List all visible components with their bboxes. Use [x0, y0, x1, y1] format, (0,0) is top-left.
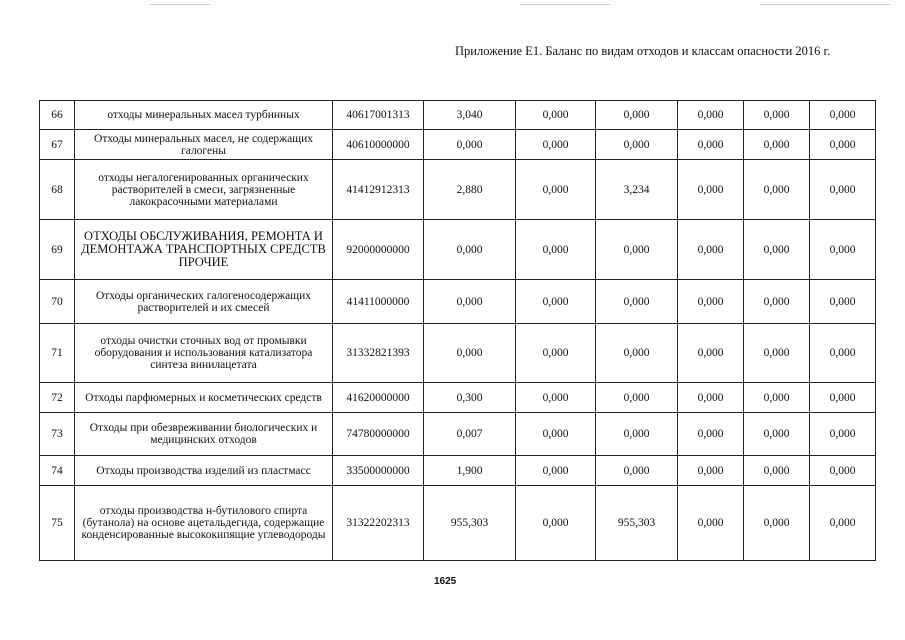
row-number: 75	[40, 486, 75, 561]
waste-name: Отходы при обезвреживании биологических и медицинских отходов	[75, 413, 333, 456]
row-number: 69	[40, 220, 75, 280]
value-cell: 0,000	[810, 413, 876, 456]
waste-code: 92000000000	[333, 220, 424, 280]
value-cell: 2,880	[424, 160, 516, 220]
value-cell: 0,000	[744, 280, 810, 324]
row-number: 66	[40, 101, 75, 130]
value-cell: 0,000	[744, 160, 810, 220]
value-cell: 0,000	[516, 280, 596, 324]
table-row	[40, 413, 876, 456]
value-cell: 0,000	[516, 130, 596, 160]
table-body	[40, 101, 876, 561]
value-cell: 0,000	[744, 486, 810, 561]
waste-code: 40617001313	[333, 101, 424, 130]
waste-code: 31332821393	[333, 324, 424, 383]
waste-name: ОТХОДЫ ОБСЛУЖИВАНИЯ, РЕМОНТА И ДЕМОНТАЖА ТРАНСПОРТНЫХ СРЕДСТВ ПРОЧИЕ	[75, 220, 333, 280]
value-cell: 0,000	[744, 101, 810, 130]
value-cell: 0,000	[596, 383, 678, 413]
value-cell: 0,000	[678, 280, 744, 324]
value-cell: 0,000	[424, 220, 516, 280]
waste-code: 31322202313	[333, 486, 424, 561]
value-cell: 0,000	[810, 130, 876, 160]
waste-name: отходы негалогенированных органических растворителей в смеси, загрязненные лакокрасочными материалами	[75, 160, 333, 220]
table-row	[40, 456, 876, 486]
scan-edge-artifact	[760, 4, 890, 5]
scan-edge-artifact	[520, 4, 610, 5]
value-cell: 0,000	[678, 220, 744, 280]
value-cell: 0,000	[596, 413, 678, 456]
value-cell: 3,234	[596, 160, 678, 220]
value-cell: 0,000	[516, 324, 596, 383]
value-cell: 0,000	[810, 486, 876, 561]
value-cell: 0,000	[678, 324, 744, 383]
value-cell: 0,000	[810, 220, 876, 280]
value-cell: 0,000	[596, 101, 678, 130]
value-cell: 0,000	[744, 383, 810, 413]
scan-edge-artifact	[150, 4, 210, 5]
waste-code: 41411000000	[333, 280, 424, 324]
value-cell: 0,000	[810, 101, 876, 130]
waste-code: 40610000000	[333, 130, 424, 160]
value-cell: 0,000	[596, 130, 678, 160]
value-cell: 0,000	[810, 160, 876, 220]
waste-code: 41412912313	[333, 160, 424, 220]
value-cell: 0,007	[424, 413, 516, 456]
row-number: 72	[40, 383, 75, 413]
value-cell: 0,000	[678, 160, 744, 220]
row-number: 71	[40, 324, 75, 383]
value-cell: 3,040	[424, 101, 516, 130]
value-cell: 0,000	[516, 456, 596, 486]
waste-name: отходы минеральных масел турбинных	[75, 101, 333, 130]
value-cell: 0,000	[424, 130, 516, 160]
row-number: 74	[40, 456, 75, 486]
page-title: Приложение Е1. Баланс по видам отходов и классам опасности 2016 г.	[455, 44, 831, 58]
value-cell: 0,000	[744, 130, 810, 160]
waste-name: Отходы органических галогеносодержащих растворителей и их смесей	[75, 280, 333, 324]
value-cell: 0,000	[678, 383, 744, 413]
value-cell: 0,000	[810, 456, 876, 486]
value-cell: 0,000	[596, 456, 678, 486]
table-row	[40, 220, 876, 280]
value-cell: 0,000	[810, 324, 876, 383]
value-cell: 0,000	[744, 456, 810, 486]
waste-name: отходы очистки сточных вод от промывки оборудования и использования катализатора синтеза винилацетата	[75, 324, 333, 383]
value-cell: 0,000	[678, 413, 744, 456]
value-cell: 0,000	[810, 280, 876, 324]
value-cell: 955,303	[424, 486, 516, 561]
waste-name: Отходы минеральных масел, не содержащих галогены	[75, 130, 333, 160]
value-cell: 0,000	[678, 486, 744, 561]
value-cell: 0,000	[596, 280, 678, 324]
value-cell: 0,000	[744, 220, 810, 280]
value-cell: 0,000	[678, 456, 744, 486]
value-cell: 0,000	[596, 220, 678, 280]
table-row	[40, 130, 876, 160]
table-row	[40, 101, 876, 130]
value-cell: 0,000	[424, 324, 516, 383]
waste-name: Отходы производства изделий из пластмасс	[75, 456, 333, 486]
table-row	[40, 324, 876, 383]
value-cell: 0,000	[810, 383, 876, 413]
waste-balance-table	[39, 100, 876, 561]
row-number: 68	[40, 160, 75, 220]
value-cell: 0,000	[516, 413, 596, 456]
row-number: 67	[40, 130, 75, 160]
value-cell: 0,300	[424, 383, 516, 413]
value-cell: 0,000	[516, 101, 596, 130]
row-number: 70	[40, 280, 75, 324]
value-cell: 0,000	[516, 160, 596, 220]
value-cell: 0,000	[516, 486, 596, 561]
value-cell: 0,000	[424, 280, 516, 324]
waste-name: отходы производства н-бутилового спирта (бутанола) на основе ацетальдегида, содержащие конденсированные высококипящие углеводороды	[75, 486, 333, 561]
value-cell: 0,000	[744, 413, 810, 456]
value-cell: 1,900	[424, 456, 516, 486]
value-cell: 0,000	[678, 130, 744, 160]
table-row	[40, 486, 876, 561]
waste-code: 74780000000	[333, 413, 424, 456]
table-row	[40, 160, 876, 220]
page-number: 1625	[434, 576, 457, 587]
value-cell: 0,000	[516, 220, 596, 280]
value-cell: 0,000	[596, 324, 678, 383]
value-cell: 0,000	[516, 383, 596, 413]
table-row	[40, 280, 876, 324]
waste-code: 33500000000	[333, 456, 424, 486]
waste-code: 41620000000	[333, 383, 424, 413]
value-cell: 0,000	[744, 324, 810, 383]
row-number: 73	[40, 413, 75, 456]
value-cell: 955,303	[596, 486, 678, 561]
value-cell: 0,000	[678, 101, 744, 130]
waste-name: Отходы парфюмерных и косметических средств	[75, 383, 333, 413]
table-row	[40, 383, 876, 413]
